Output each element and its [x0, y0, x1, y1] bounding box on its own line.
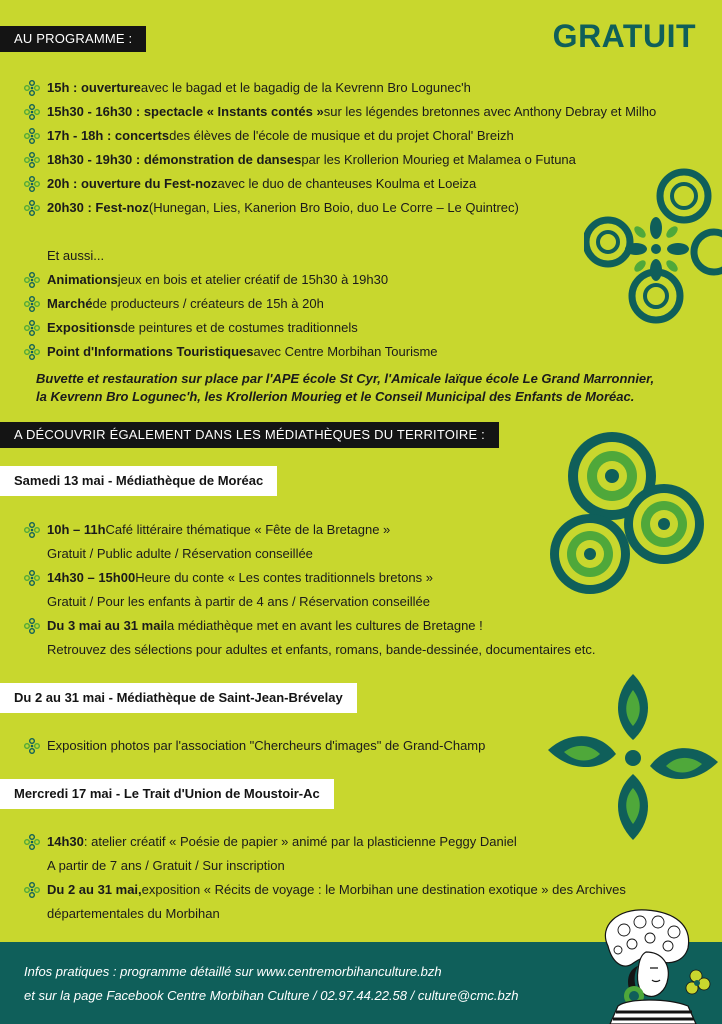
programme-item: 15h : ouverture avec le bagad et le bagadig de la Kevrenn Bro Logunec'h	[24, 80, 471, 96]
celtic-knot-bullet-icon	[24, 176, 40, 192]
celtic-knot-bullet-icon	[24, 104, 40, 120]
celtic-swirl-decoration-icon	[584, 166, 722, 326]
moustoir-tag: Mercredi 17 mai - Le Trait d'Union de Moustoir-Ac	[0, 779, 334, 809]
programme-item: 18h30 - 19h30 : démonstration de danses par les Krollerion Mourieg et Malamea o Futuna	[24, 152, 576, 168]
moustoir-item: 14h30 : atelier créatif « Poésie de papier » animé par la plasticienne Peggy Daniel	[24, 834, 517, 850]
footer-line-2: et sur la page Facebook Centre Morbihan Culture / 02.97.44.22.58 / culture@cmc.bzh	[24, 988, 519, 1003]
moreac-item-sub: Retrouvez des sélections pour adultes et enfants, romans, bande-dessinée, documentaires etc.	[47, 642, 596, 657]
buvette-line: Buvette et restauration sur place par l'APE école St Cyr, l'Amicale laïque école Le Grand Marronnier,	[36, 371, 655, 386]
moreac-tag: Samedi 13 mai - Médiathèque de Moréac	[0, 466, 277, 496]
breton-woman-illustration-icon	[588, 906, 716, 1024]
celtic-knot-bullet-icon	[24, 128, 40, 144]
programme-item: 20h : ouverture du Fest-noz avec le duo de chanteuses Koulma et Loeiza	[24, 176, 476, 192]
moustoir-item-sub: départementales du Morbihan	[47, 906, 220, 921]
programme-tag: AU PROGRAMME :	[0, 26, 146, 52]
concentric-circles-decoration-icon	[544, 428, 714, 600]
celtic-knot-bullet-icon	[24, 272, 40, 288]
celtic-knot-bullet-icon	[24, 152, 40, 168]
gratuit-title: GRATUIT	[552, 18, 696, 54]
moreac-item-sub: Gratuit / Public adulte / Réservation conseillée	[47, 546, 313, 561]
moustoir-item-sub: A partir de 7 ans / Gratuit / Sur inscription	[47, 858, 285, 873]
mediatheques-tag: A DÉCOUVRIR ÉGALEMENT DANS LES MÉDIATHÈQUES DU TERRITOIRE :	[0, 422, 499, 448]
celtic-knot-bullet-icon	[24, 522, 40, 538]
leaf-decoration-icon	[548, 672, 718, 842]
moreac-item-sub: Gratuit / Pour les enfants à partir de 4 ans / Réservation conseillée	[47, 594, 430, 609]
celtic-knot-bullet-icon	[24, 738, 40, 754]
celtic-knot-bullet-icon	[24, 834, 40, 850]
celtic-knot-bullet-icon	[24, 344, 40, 360]
stjean-item: Exposition photos par l'association "Chercheurs d'images" de Grand-Champ	[24, 738, 485, 754]
celtic-knot-bullet-icon	[24, 296, 40, 312]
aussi-item: Animations jeux en bois et atelier créatif de 15h30 à 19h30	[24, 272, 388, 288]
moreac-item: Du 3 mai au 31 mai la médiathèque met en avant les cultures de Bretagne !	[24, 618, 483, 634]
celtic-knot-bullet-icon	[24, 570, 40, 586]
stjean-tag: Du 2 au 31 mai - Médiathèque de Saint-Jean-Brévelay	[0, 683, 357, 713]
aussi-item: Point d'Informations Touristiques avec Centre Morbihan Tourisme	[24, 344, 438, 360]
celtic-knot-bullet-icon	[24, 882, 40, 898]
celtic-knot-bullet-icon	[24, 320, 40, 336]
programme-item: 17h - 18h : concerts des élèves de l'école de musique et du projet Choral' Breizh	[24, 128, 514, 144]
footer-line-1: Infos pratiques : programme détaillé sur www.centremorbihanculture.bzh	[24, 964, 442, 979]
celtic-knot-bullet-icon	[24, 80, 40, 96]
programme-item: 15h30 - 16h30 : spectacle « Instants contés » sur les légendes bretonnes avec Anthony Debray et Milho	[24, 104, 656, 120]
aussi-label: Et aussi...	[47, 248, 105, 263]
programme-item: 20h30 : Fest-noz (Hunegan, Lies, Kanerion Bro Boio, duo Le Corre – Le Quintrec)	[24, 200, 519, 216]
aussi-item: Expositions de peintures et de costumes traditionnels	[24, 320, 358, 336]
moreac-item: 14h30 – 15h00 Heure du conte « Les contes traditionnels bretons »	[24, 570, 433, 586]
celtic-knot-bullet-icon	[24, 200, 40, 216]
aussi-item: Marché de producteurs / créateurs de 15h à 20h	[24, 296, 324, 312]
buvette-line: la Kevrenn Bro Logunec'h, les Krollerion Mourieg et le Conseil Municipal des Enfants de Moréac.	[36, 389, 635, 404]
celtic-knot-bullet-icon	[24, 618, 40, 634]
moustoir-item: Du 2 au 31 mai, exposition « Récits de voyage : le Morbihan une destination exotique » des Archives	[24, 882, 626, 898]
moreac-item: 10h – 11h Café littéraire thématique « Fête de la Bretagne »	[24, 522, 390, 538]
